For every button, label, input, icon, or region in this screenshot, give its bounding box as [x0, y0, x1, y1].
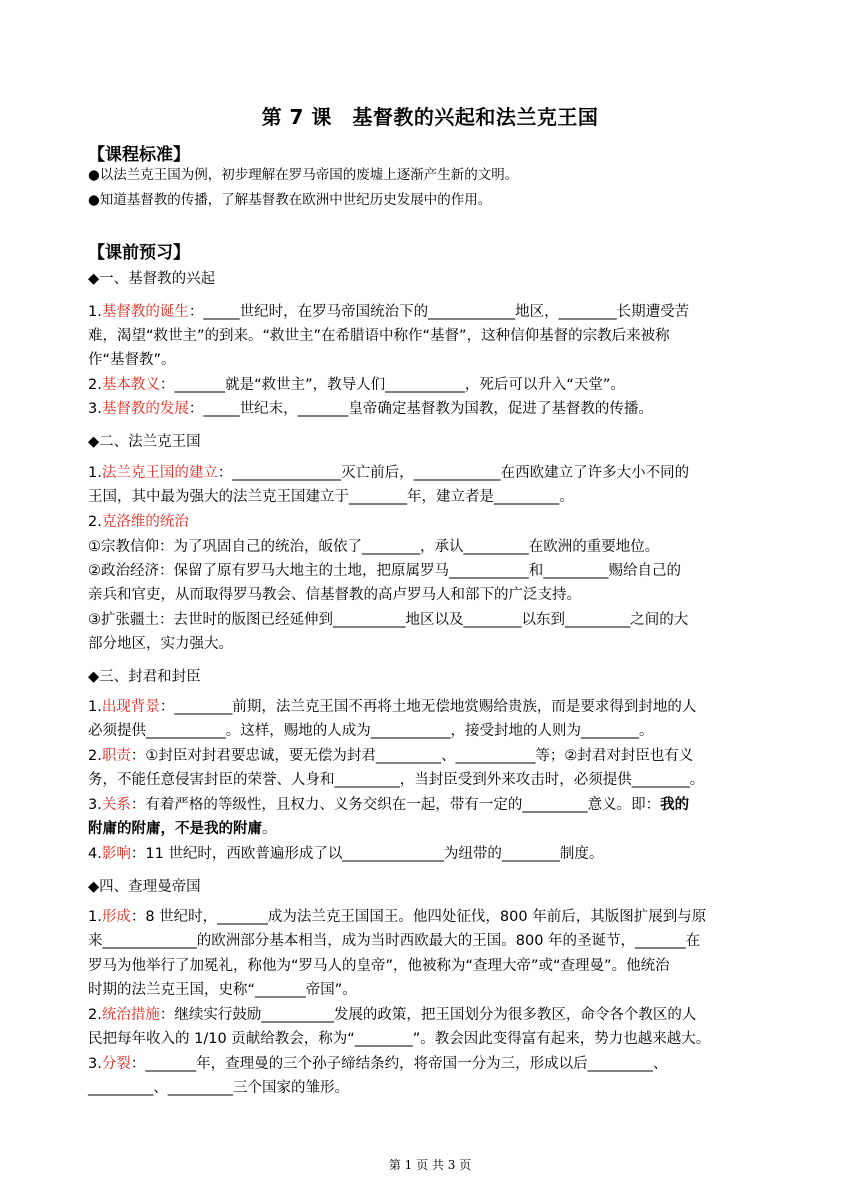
s1-item-3-label: 基督教的发展	[101, 401, 189, 417]
item-number: 2.	[88, 377, 102, 393]
s4-item-1-cont-1: 来_____________的欧洲部分基本相当，成为当时西欧最大的王国。800 年的圣诞节，_______在	[88, 933, 701, 949]
preview-heading: 【课前预习】	[88, 243, 190, 263]
s2-clovis-expansion: ③扩张疆土：去世时的版图已经延伸到__________地区以及________以东到_________之间的大	[88, 612, 689, 628]
s4-item-1-cont-2: 罗马为他举行了加冕礼，称他为“罗马人的皇帝”，他被称为“查理大帝”或“查理曼”。他统治	[88, 958, 670, 974]
s2-item-2-label: 克洛维的统治	[101, 514, 189, 530]
page-footer: 第 1 页 共 3 页	[388, 1158, 472, 1172]
standard-item-2: ●知道基督教的传播，了解基督教在欧洲中世纪历史发展中的作用。	[88, 192, 492, 208]
s3-item-3	[88, 795, 772, 815]
item-number: 4.	[88, 846, 102, 862]
s3-item-2	[88, 746, 772, 766]
s3-item-3-bold-cont: 附庸的附庸，不是我的附庸	[88, 821, 262, 837]
s4-item-2-text: ：继续实行鼓励__________发展的政策，把王国划分为很多教区，命令各个教区的人	[159, 1007, 697, 1023]
s3-item-1-cont: 必须提供___________。这样，赐地的人成为___________，接受封地的人则为________。	[88, 723, 654, 739]
s1-item-1-cont-1: 难，渴望“救世主”的到来。“救世主”在希腊语中称作“基督”，这种信仰基督的宗教后来被称	[88, 328, 670, 344]
s4-item-2-cont: 民把每年收入的 1/10 贡献给教会，称为“________”。教会因此变得富有起来，势力也越来越大。	[88, 1031, 711, 1047]
s4-item-3-text: ：_______年，查理曼的三个孙子缔结条约，将帝国一分为三，形成以后_________、	[130, 1056, 668, 1072]
s3-item-1	[88, 697, 772, 717]
item-number: 2.	[88, 1007, 102, 1023]
s2-item-1-cont: 王国，其中最为强大的法兰克王国建立于________年，建立者是_________。	[88, 489, 574, 505]
item-number: 1.	[88, 909, 102, 925]
s3-item-2-label: 职责	[101, 748, 131, 764]
s4-item-2-label: 统治措施	[101, 1007, 160, 1023]
s1-item-2	[88, 375, 772, 395]
s4-item-1-cont-3: 时期的法兰克王国，史称“_______帝国”。	[88, 982, 357, 998]
s2-item-1-label: 法兰克王国的建立	[101, 465, 218, 481]
item-number: 2.	[88, 514, 102, 530]
s1-item-2-text: ：_______就是“救世主”，教导人们___________，死后可以升入“天堂”。	[159, 377, 625, 393]
item-number: 3.	[88, 401, 102, 417]
item-number: 2.	[88, 748, 102, 764]
item-number: 1.	[88, 304, 102, 320]
item-number: 3.	[88, 797, 102, 813]
s3-item-3-cont	[88, 819, 772, 839]
section-1-title: ◆一、基督教的兴起	[88, 271, 216, 287]
s4-item-3-label: 分裂	[101, 1056, 131, 1072]
s3-item-4	[88, 844, 772, 864]
s4-item-2	[88, 1005, 772, 1025]
section-2-title: ◆二、法兰克王国	[88, 434, 201, 450]
s3-item-2-text: ：①封臣对封君要忠诚，要无偿为封君_________、___________等；②封君对封臣也有义	[130, 748, 694, 764]
page-title: 第 7 课 基督教的兴起和法兰克王国	[261, 105, 599, 129]
section-3-title: ◆三、封君和封臣	[88, 669, 201, 685]
s1-item-2-label: 基本教义	[101, 377, 160, 393]
s3-item-4-label: 影响	[101, 846, 131, 862]
s4-item-1	[88, 907, 772, 927]
s1-item-3	[88, 399, 772, 419]
s1-item-1-cont-2: 作“基督教”。	[88, 352, 176, 368]
s1-item-3-text: ：_____世纪末，_______皇帝确定基督教为国教，促进了基督教的传播。	[188, 401, 653, 417]
s2-item-1-text: ：_______________灭亡前后，____________在西欧建立了许多大小不同的	[217, 465, 690, 481]
s1-item-1-text: ：_____世纪时，在罗马帝国统治下的____________地区，________长期遭受苦	[188, 304, 690, 320]
item-number: 3.	[88, 1056, 102, 1072]
s3-item-3-text: ：有着严格的等级性，且权力、义务交织在一起，带有一定的_________意义。即：	[130, 797, 661, 813]
s3-item-1-label: 出现背景	[101, 699, 160, 715]
s4-item-3-cont: _________、_________三个国家的雏形。	[88, 1080, 349, 1096]
s2-clovis-religion: ①宗教信仰：为了巩固自己的统治，皈依了________，承认_________在欧洲的重要地位。	[88, 539, 660, 555]
s3-item-2-cont: 务，不能任意侵害封臣的荣誉、人身和_________，当封臣受到外来攻击时，必须提供________。	[88, 772, 705, 788]
s3-item-3-bold: 我的	[660, 797, 690, 813]
course-standard-heading: 【课程标准】	[88, 145, 190, 165]
s2-item-1	[88, 463, 772, 483]
s3-item-4-text: ：11 世纪时，西欧普遍形成了以______________为纽带的________制度。	[130, 846, 604, 862]
s1-item-1	[88, 302, 772, 322]
s4-item-3	[88, 1054, 772, 1074]
s4-item-1-text: ：8 世纪时，_______成为法兰克王国国王。他四处征伐，800 年前后，其版图扩展到与原	[130, 909, 707, 925]
standard-item-1: ●以法兰克王国为例，初步理解在罗马帝国的废墟上逐渐产生新的文明。	[88, 167, 519, 183]
item-number: 1.	[88, 699, 102, 715]
s2-clovis-politics: ②政治经济：保留了原有罗马大地主的土地，把原属罗马___________和_________赐给自己的	[88, 563, 681, 579]
s3-item-1-text: ：________前期，法兰克王国不再将土地无偿地赏赐给贵族，而是要求得到封地的人	[159, 699, 697, 715]
s3-item-3-label: 关系	[101, 797, 131, 813]
s2-clovis-expansion-cont: 部分地区，实力强大。	[88, 636, 233, 652]
s2-item-2	[88, 512, 772, 532]
s3-item-3-end: 。	[262, 821, 277, 837]
s4-item-1-label: 形成	[101, 909, 131, 925]
item-number: 1.	[88, 465, 102, 481]
section-4-title: ◆四、查理曼帝国	[88, 879, 201, 895]
s2-clovis-politics-cont: 亲兵和官吏，从而取得罗马教会、信基督教的高卢罗马人和部下的广泛支持。	[88, 587, 581, 603]
s1-item-1-label: 基督教的诞生	[101, 304, 189, 320]
